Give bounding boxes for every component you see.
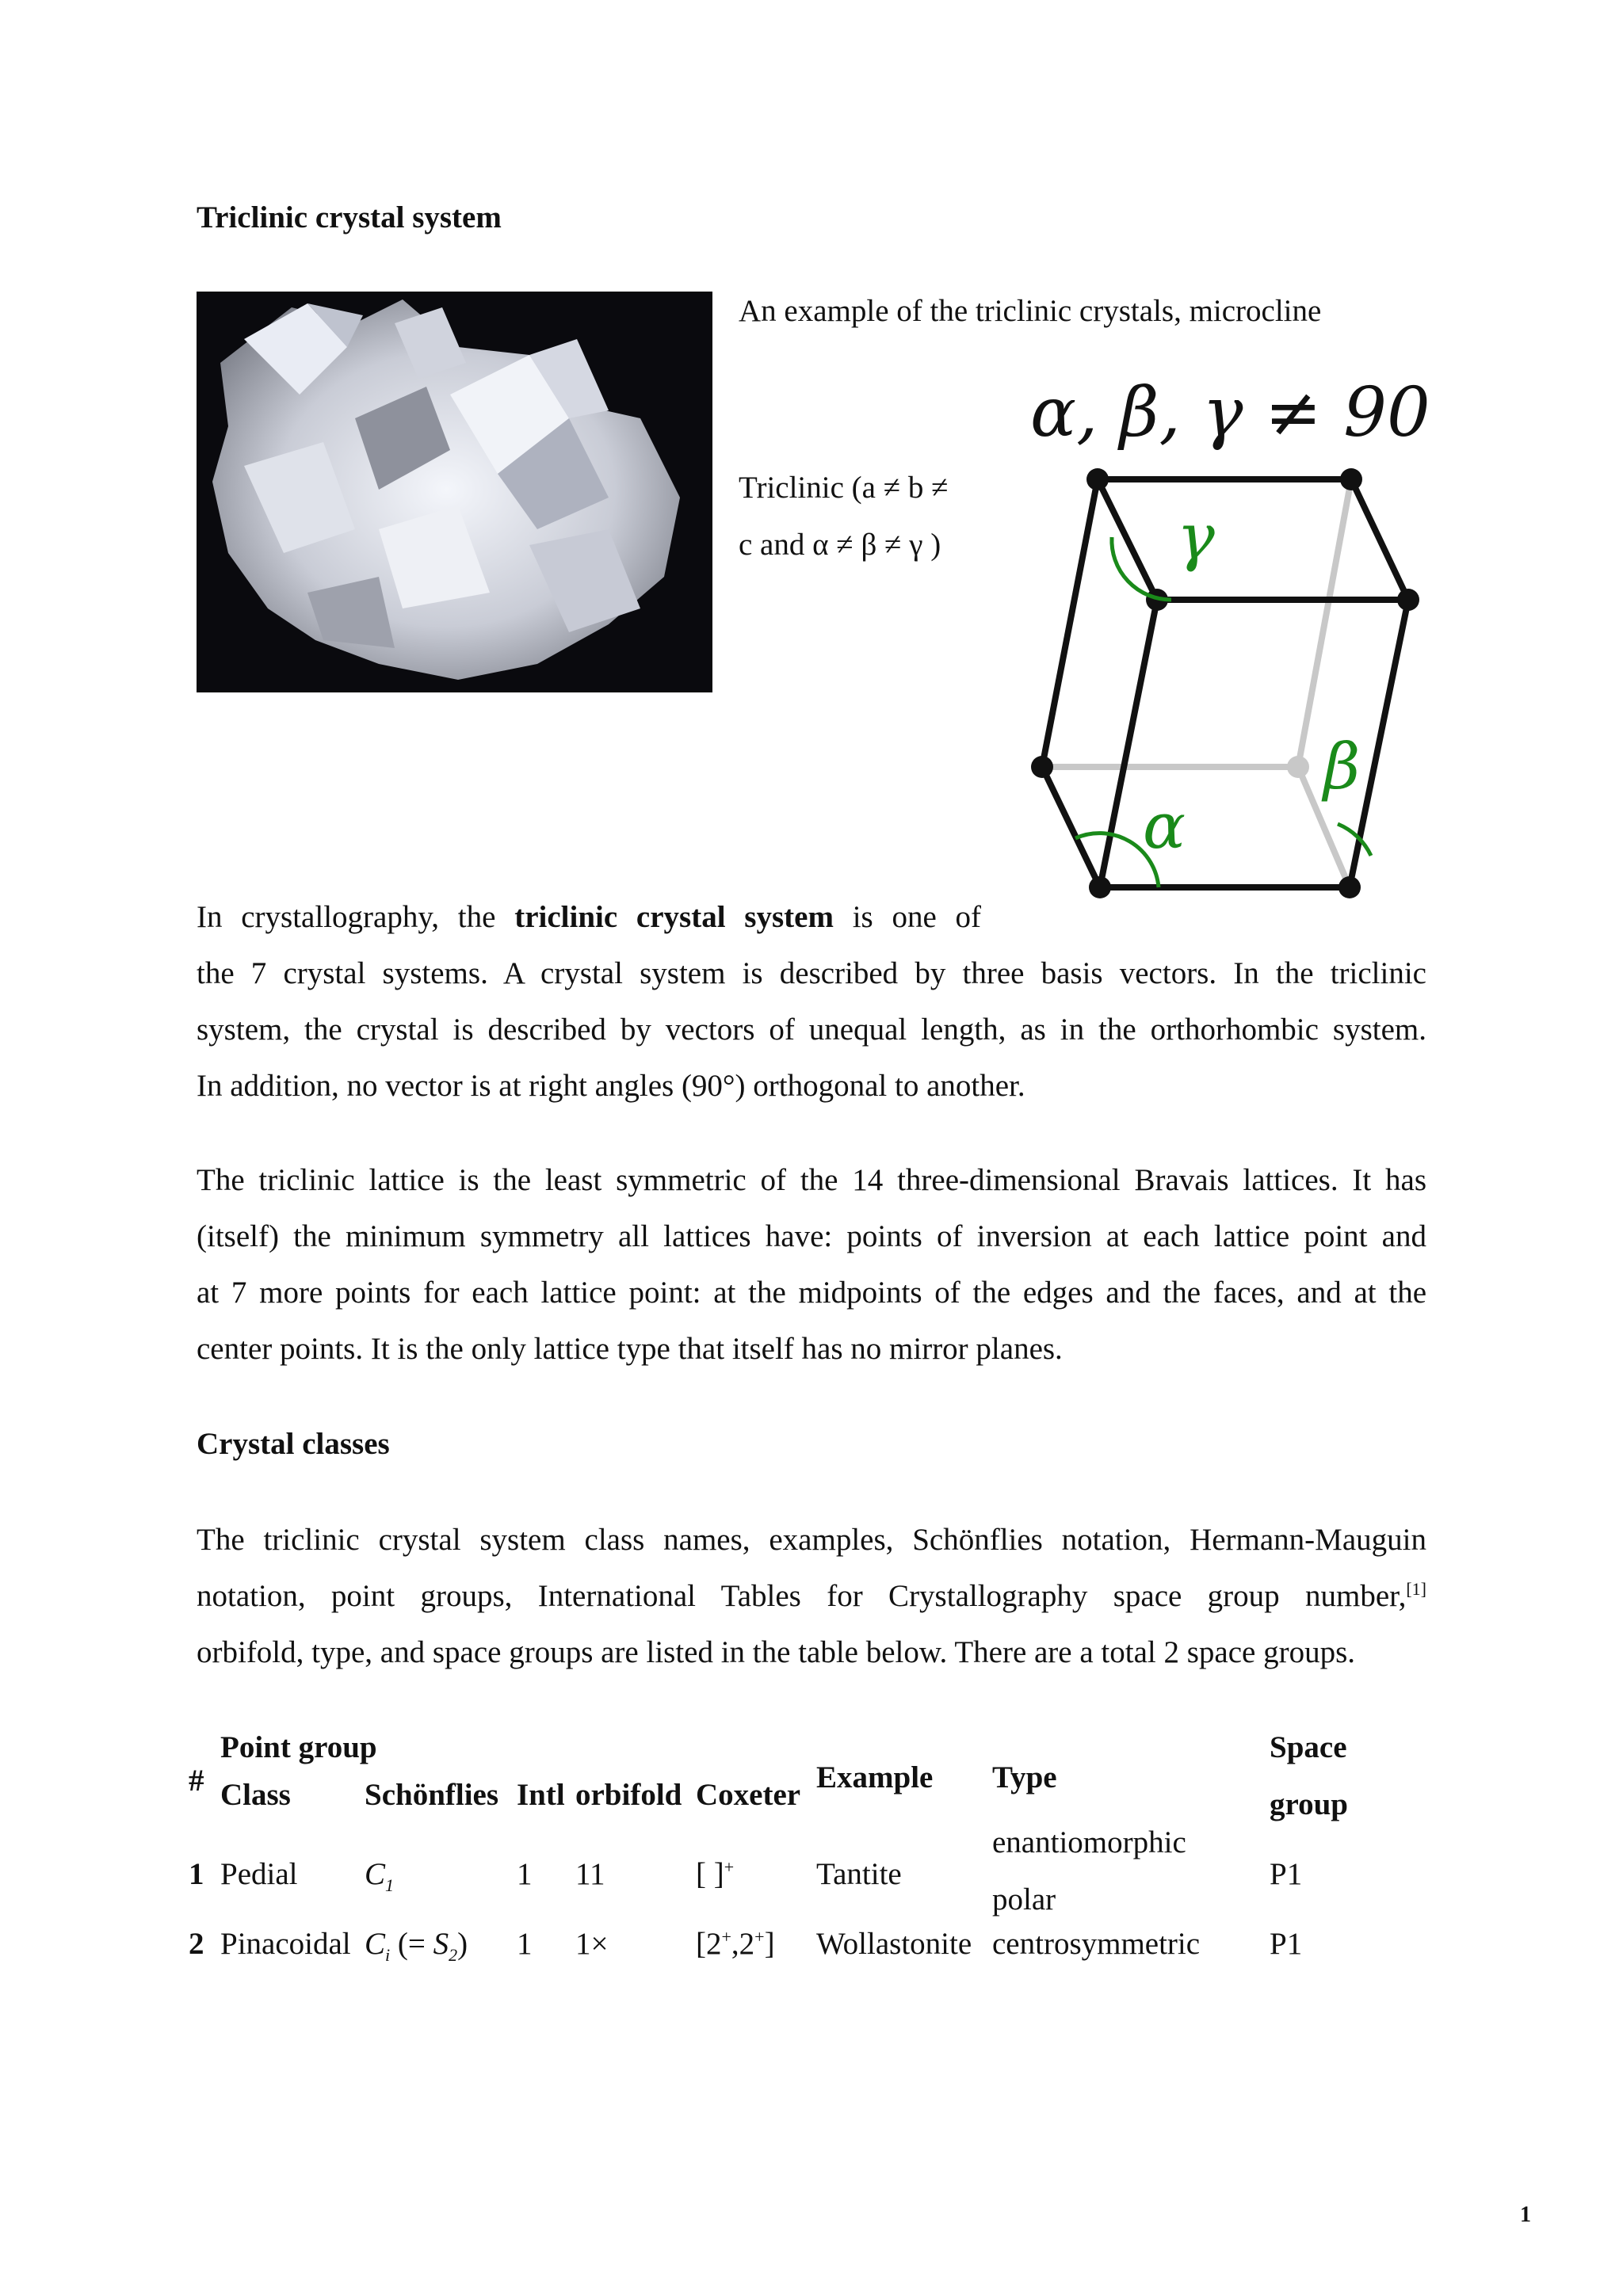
row2-coxeter <box>696 1928 775 1960</box>
intro-text: is one of <box>852 900 982 934</box>
intro-bold-term: triclinic crystal system <box>514 900 834 934</box>
microcline-crystal-photo <box>197 292 712 692</box>
row1-orbifold: 11 <box>575 1857 605 1891</box>
triclinic-definition-line: Triclinic (a ≠ b ≠ <box>739 471 949 505</box>
intro-first-line <box>197 889 981 945</box>
page-number: 1 <box>1520 2203 1531 2227</box>
coxeter-sup: + <box>721 1927 731 1947</box>
classes-paragraph <box>197 1512 1426 1680</box>
gamma-label: γ <box>1177 500 1215 574</box>
header-space: Space <box>1270 1730 1347 1764</box>
row1-example: Tantite <box>816 1857 902 1891</box>
paragraph-line <box>197 1568 1426 1624</box>
schoenflies-symbol: C <box>365 1857 386 1891</box>
paragraph-line: center points. It is the only lattice type that itself has no mirror planes. <box>197 1332 1063 1366</box>
paragraph-line: In addition, no vector is at right angles (90°) orthogonal to another. <box>197 1069 1025 1103</box>
row2-schoenflies <box>365 1927 468 1965</box>
paragraph-line: the 7 crystal systems. A crystal system is described by three basis vectors. In the triclinic <box>197 956 1426 990</box>
header-orbifold: orbifold <box>575 1778 682 1812</box>
schoenflies-subscript: 1 <box>385 1875 395 1895</box>
triclinic-unit-cell-diagram <box>1006 357 1434 911</box>
row1-type-line1: enantiomorphic <box>992 1825 1186 1859</box>
angle-condition-label: α, β, γ ≠ 90° <box>1030 373 1434 452</box>
coxeter-sup: + <box>754 1927 765 1947</box>
row2-type: centrosymmetric <box>992 1927 1201 1961</box>
paragraph-line: system, the crystal is described by vectors of unequal length, as in the orthorhombic system. <box>197 1013 1426 1047</box>
intro-text: In crystallography, the <box>197 900 496 934</box>
header-class: Class <box>220 1778 291 1812</box>
schoenflies-symbol: C <box>365 1927 386 1961</box>
schoenflies-alt-subscript: 2 <box>449 1944 458 1965</box>
lattice-paragraph <box>197 1152 1426 1377</box>
coxeter-text: ,2 <box>731 1927 755 1961</box>
triclinic-definition-line: c and α ≠ β ≠ γ ) <box>739 528 941 562</box>
paragraph-line: The triclinic lattice is the least symmetric of the 14 three-dimensional Bravais lattices. It has <box>197 1163 1426 1197</box>
photo-caption: An example of the triclinic crystals, microcline <box>739 294 1322 328</box>
schoenflies-alt-symbol: S <box>433 1927 449 1961</box>
coxeter-text: ] <box>764 1927 775 1961</box>
row2-intl: 1 <box>517 1927 533 1961</box>
page-title: Triclinic crystal system <box>197 200 502 235</box>
row2-space-group: P1 <box>1270 1927 1303 1961</box>
row1-coxeter <box>696 1859 734 1890</box>
paragraph-text: notation, point groups, International Tables for Crystallography space group number, <box>197 1579 1407 1613</box>
section-heading-crystal-classes: Crystal classes <box>197 1427 390 1461</box>
header-type: Type <box>992 1760 1057 1794</box>
intro-paragraph <box>197 945 1426 1114</box>
paragraph-line: The triclinic crystal system class names, examples, Schönflies notation, Hermann-Mauguin <box>197 1523 1426 1557</box>
triclinic-definition <box>739 460 949 574</box>
coxeter-sup: + <box>724 1857 735 1877</box>
coxeter-text: [2 <box>696 1927 722 1961</box>
row2-example: Wollastonite <box>816 1927 972 1961</box>
row2-num: 2 <box>189 1927 204 1961</box>
schoenflies-subscript: i <box>385 1944 391 1965</box>
paragraph-line: (itself) the minimum symmetry all lattices have: points of inversion at each lattice point and <box>197 1219 1426 1253</box>
row1-schoenflies <box>365 1857 395 1895</box>
row2-orbifold: 1× <box>575 1927 609 1961</box>
header-schoenflies: Schönflies <box>365 1778 499 1812</box>
header-point-group: Point group <box>220 1730 377 1764</box>
header-num: # <box>189 1764 204 1798</box>
header-coxeter: Coxeter <box>696 1778 801 1812</box>
beta-label: β <box>1323 730 1361 803</box>
schoenflies-extra: (= <box>390 1927 433 1961</box>
row2-class: Pinacoidal <box>220 1927 351 1961</box>
header-group: group <box>1270 1787 1348 1821</box>
header-example: Example <box>816 1760 934 1794</box>
paragraph-line: orbifold, type, and space groups are listed in the table below. There are a total 2 space groups. <box>197 1635 1356 1669</box>
row1-intl: 1 <box>517 1857 533 1891</box>
alpha-label: α <box>1143 789 1186 863</box>
row1-type-line2: polar <box>992 1882 1056 1917</box>
schoenflies-close: ) <box>457 1927 468 1961</box>
header-intl: Intl <box>517 1778 565 1812</box>
coxeter-text: [ ] <box>696 1857 724 1891</box>
row1-space-group: P1 <box>1270 1857 1303 1891</box>
citation-ref[interactable]: [1] <box>1406 1579 1426 1599</box>
paragraph-line: at 7 more points for each lattice point: at the midpoints of the edges and the faces, and at the <box>197 1276 1426 1310</box>
row1-num: 1 <box>189 1857 204 1891</box>
row1-class: Pedial <box>220 1857 298 1891</box>
